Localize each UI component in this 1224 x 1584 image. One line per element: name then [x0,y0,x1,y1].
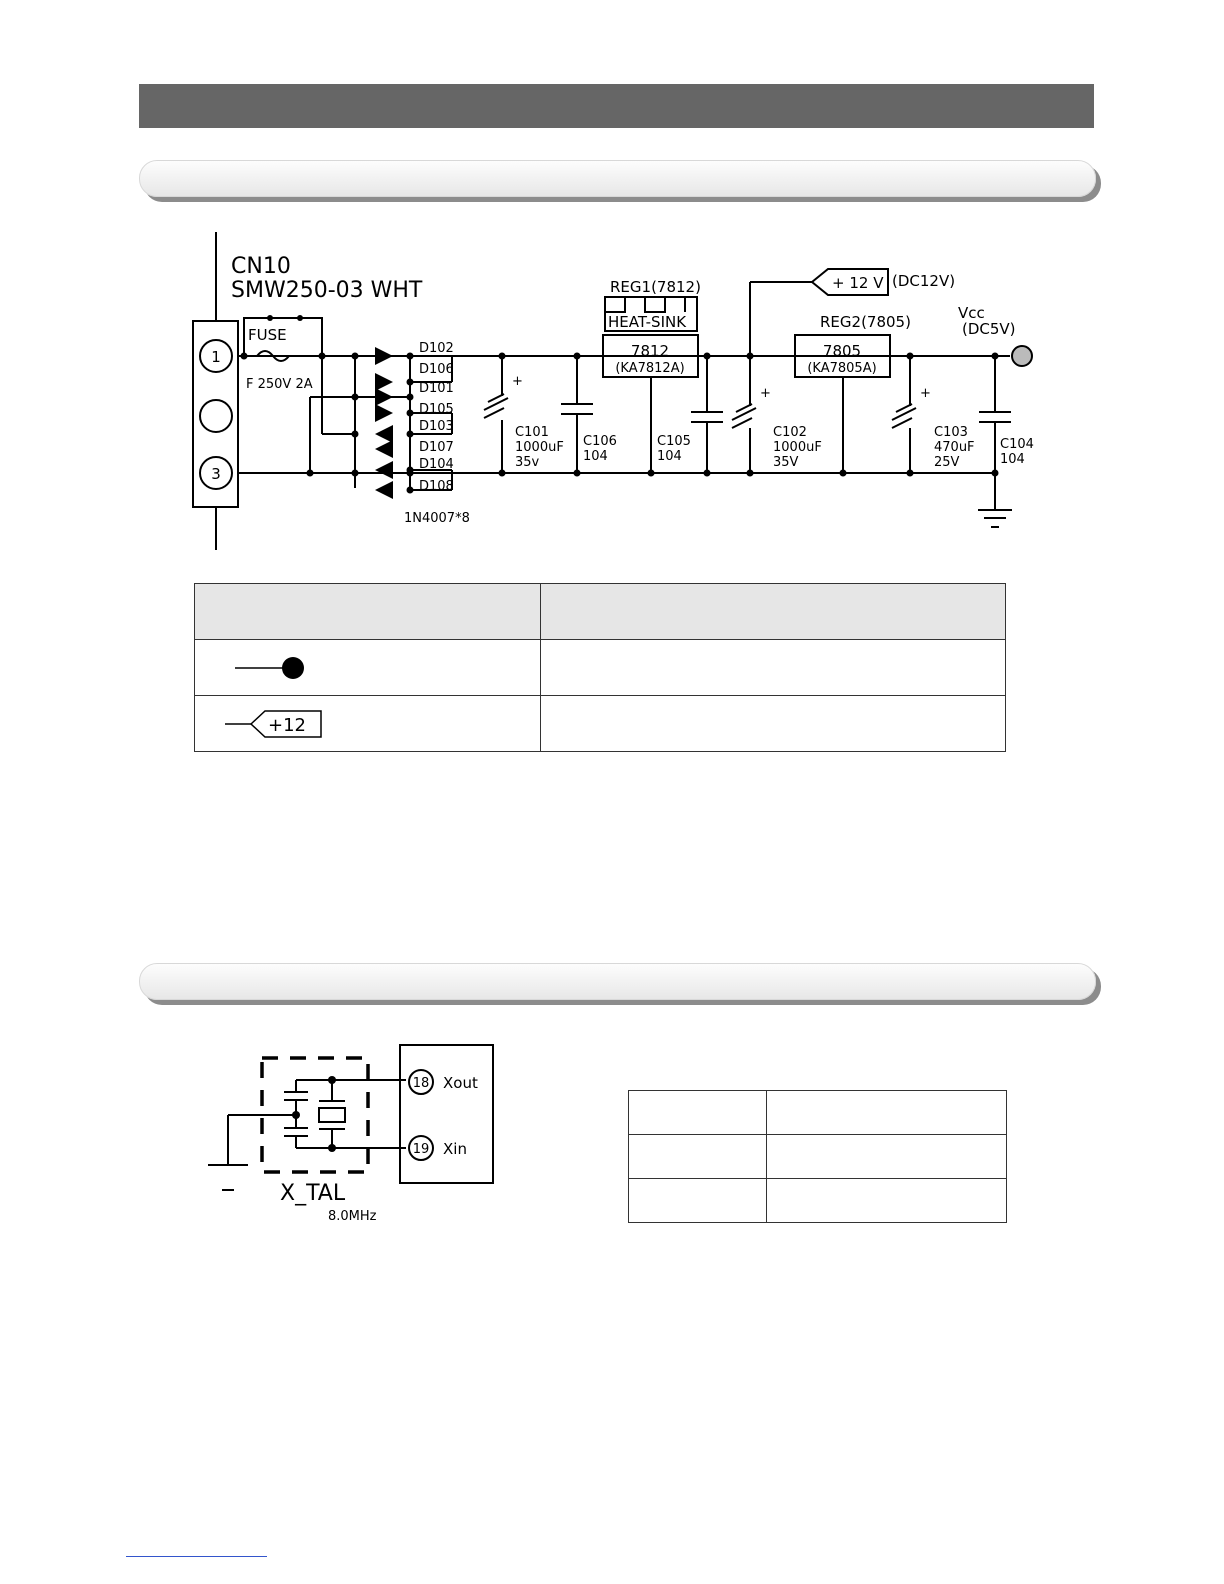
diode-label: D107 [419,440,454,455]
table-cell [195,696,541,752]
c106-name: C106 [583,434,617,449]
c102-voltage: 35V [773,455,799,470]
oscillator-schematic [200,1040,500,1230]
pin-19-label: 19 [412,1142,430,1157]
c104-value: 104 [1000,452,1025,467]
diode-label: D105 [419,402,454,417]
fuse-rating: F 250V 2A [246,377,313,392]
c101-value: 1000uF [515,440,564,455]
diode-label: D106 [419,362,454,377]
table-row [195,696,1006,752]
power-supply-schematic [180,225,1060,560]
c104-name: C104 [1000,437,1034,452]
table-cell [629,1179,767,1223]
table-cell [629,1135,767,1179]
table-cell [767,1179,1007,1223]
diode-label: D103 [419,419,454,434]
voltage-tag-symbol [225,704,425,744]
c103-voltage: 25V [934,455,960,470]
diode-label: D101 [419,381,454,396]
v12-desc: (DC12V) [892,272,956,290]
table-header-cell [195,584,541,640]
pin-1-label: 1 [211,348,221,366]
pin-3-label: 3 [211,465,221,483]
diode-label: D108 [419,479,454,494]
table-cell [629,1091,767,1135]
reg2-label: REG2(7805) [820,313,911,331]
table-row [629,1091,1007,1135]
vcc-desc: (DC5V) [962,320,1016,338]
xtal-frequency: 8.0MHz [328,1209,377,1224]
table-cell [541,696,1006,752]
c106-value: 104 [583,449,608,464]
c102-plus: + [760,386,771,401]
footer-link-underline [126,1556,267,1557]
vcc-terminal [1012,346,1032,366]
c101-name: C101 [515,425,549,440]
terminal-symbol [225,648,425,688]
fuse-label: FUSE [248,326,287,344]
v12-tag-text: + 12 V [832,274,884,292]
table-header-cell [541,584,1006,640]
reg1-part: 7812 [630,342,670,360]
xout-label: Xout [443,1074,478,1092]
pin-18-label: 18 [412,1076,430,1091]
table-cell [541,640,1006,696]
c105-value: 104 [657,449,682,464]
reg2-sub: (KA7805A) [807,361,877,376]
oscillator-table [628,1090,1007,1223]
heatsink-label: HEAT-SINK [608,313,687,331]
reg1-sub: (KA7812A) [615,361,685,376]
connector-part: SMW250-03 WHT [231,278,423,303]
symbol-legend-table [194,583,1006,752]
xtal-label: X_TAL [280,1181,346,1206]
section-header-oscillator [139,963,1096,1000]
diode-type: 1N4007*8 [404,511,470,526]
table-cell [767,1135,1007,1179]
table-row [629,1135,1007,1179]
c105-name: C105 [657,434,691,449]
page-header-bar [139,84,1094,128]
c102-name: C102 [773,425,807,440]
voltage-tag-text: +12 [268,714,306,736]
c103-plus: + [920,386,931,401]
c101-voltage: 35v [515,455,540,470]
table-cell [195,640,541,696]
table-row [629,1179,1007,1223]
reg1-label: REG1(7812) [610,278,701,296]
section-header-power [139,160,1096,197]
connector-name: CN10 [231,254,291,279]
xin-label: Xin [443,1140,467,1158]
diode-label: D104 [419,457,454,472]
c101-plus: + [512,374,523,389]
c103-value: 470uF [934,440,975,455]
reg2-part: 7805 [822,342,862,360]
table-row [195,640,1006,696]
vcc-label: Vcc [958,304,985,322]
table-cell [767,1091,1007,1135]
table-header-row [195,584,1006,640]
c103-name: C103 [934,425,968,440]
diode-label: D102 [419,341,454,356]
c102-value: 1000uF [773,440,822,455]
